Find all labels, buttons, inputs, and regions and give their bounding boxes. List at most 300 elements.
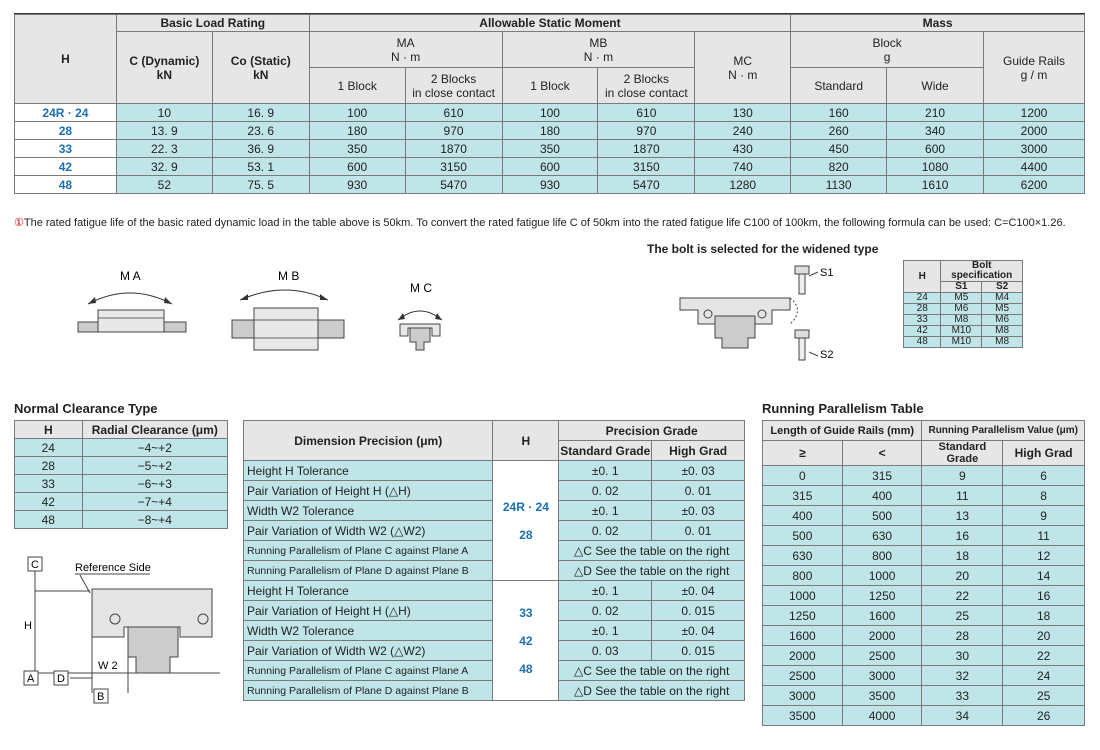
par-cell-from: 1250 xyxy=(763,606,843,626)
cell-ma1: 180 xyxy=(309,122,405,140)
bolt-cell-s2: M8 xyxy=(982,337,1023,348)
cell-co: 16. 9 xyxy=(212,104,309,122)
ma-diagram xyxy=(78,269,186,332)
dim-item: Pair Variation of Width W2 (△W2) xyxy=(244,641,493,661)
cell-c: 32. 9 xyxy=(116,158,212,176)
cell-ma2: 610 xyxy=(405,104,502,122)
header-co-static xyxy=(212,32,309,104)
dim-header-high: High Grad xyxy=(652,441,745,461)
dim-std: ±0. 1 xyxy=(559,581,652,601)
table-row xyxy=(15,475,228,493)
bolt-cell-h: 24 xyxy=(904,293,941,304)
header-mass: Mass xyxy=(791,15,1085,32)
cell-mb1: 600 xyxy=(502,158,598,176)
bolt-cell-h: 48 xyxy=(904,337,941,348)
cell-ma2: 1870 xyxy=(405,140,502,158)
header-co-static-label: Co (Static) xyxy=(230,53,291,68)
par-cell-to: 630 xyxy=(842,526,922,546)
dim-merged: △D See the table on the right xyxy=(559,561,745,581)
cell-c: 13. 9 xyxy=(116,122,212,140)
clr-cell-v: −8~+4 xyxy=(82,511,227,529)
dim-high: 0. 015 xyxy=(652,641,745,661)
s2-label: S2 xyxy=(820,349,834,361)
cell-ma1: 930 xyxy=(309,176,405,194)
cell-wide: 210 xyxy=(887,104,984,122)
par-cell-std: 32 xyxy=(922,666,1003,686)
dim-high: ±0. 04 xyxy=(652,581,745,601)
header-h: H xyxy=(15,15,117,104)
cell-ma2: 970 xyxy=(405,122,502,140)
ma-arrow-right xyxy=(164,297,172,304)
par-cell-high: 22 xyxy=(1003,646,1085,666)
par-header-value: Running Parallelism Value (μm) xyxy=(922,421,1085,441)
cell-ma1: 600 xyxy=(309,158,405,176)
par-header-length: Length of Guide Rails (mm) xyxy=(763,421,922,441)
dim-high: ±0. 03 xyxy=(652,501,745,521)
cell-mb1: 100 xyxy=(502,104,598,122)
cell-mc: 1280 xyxy=(695,176,791,194)
par-header-ge: ≥ xyxy=(763,441,843,466)
dim-item: Running Parallelism of Plane D against Plane B xyxy=(244,561,493,581)
par-cell-high: 18 xyxy=(1003,606,1085,626)
cell-co: 53. 1 xyxy=(212,158,309,176)
dim-merged: △D See the table on the right xyxy=(559,681,745,701)
par-cell-high: 14 xyxy=(1003,566,1085,586)
clearance-table xyxy=(14,420,228,529)
par-cell-high: 20 xyxy=(1003,626,1085,646)
clr-header-col: Radial Clearance (μm) xyxy=(82,421,227,439)
header-mb-label: MB xyxy=(589,35,608,50)
par-cell-high: 12 xyxy=(1003,546,1085,566)
mb-arc xyxy=(240,290,328,300)
table-row xyxy=(763,566,1085,586)
ma-block xyxy=(98,310,164,332)
par-cell-std: 13 xyxy=(922,506,1003,526)
header-guide-rails-label: Guide Rails xyxy=(1002,53,1066,68)
header-mb-unit: N · m xyxy=(583,49,614,64)
dim-item: Height H Tolerance xyxy=(244,461,493,481)
dim-item: Width W2 Tolerance xyxy=(244,501,493,521)
table-row xyxy=(15,104,1085,122)
label-h: H xyxy=(24,620,32,632)
clr-cell-v: −6~+3 xyxy=(82,475,227,493)
dim-std: ±0. 1 xyxy=(559,501,652,521)
dim-std: ±0. 1 xyxy=(559,461,652,481)
table-row xyxy=(763,466,1085,486)
bolt-cell-s1: M8 xyxy=(941,315,982,326)
table-row xyxy=(15,511,228,529)
header-guide-rails-unit: g / m xyxy=(1020,67,1048,82)
bolt-cell-h: 33 xyxy=(904,315,941,326)
bolt-cell-s1: M5 xyxy=(941,293,982,304)
dim-item: Pair Variation of Height H (△H) xyxy=(244,481,493,501)
header-block xyxy=(791,32,984,68)
table-row xyxy=(15,493,228,511)
header-mc xyxy=(695,32,791,104)
cell-wide: 600 xyxy=(887,140,984,158)
par-cell-to: 2000 xyxy=(842,626,922,646)
ma-arc xyxy=(88,293,172,304)
cell-rail: 4400 xyxy=(984,158,1085,176)
par-cell-from: 3000 xyxy=(763,686,843,706)
cell-rail: 6200 xyxy=(984,176,1085,194)
table-row xyxy=(763,666,1085,686)
cell-h: 48 xyxy=(15,176,117,194)
label-b: B xyxy=(97,691,105,703)
clr-cell-h: 48 xyxy=(15,511,83,529)
par-cell-std: 30 xyxy=(922,646,1003,666)
dim-header-grade: Precision Grade xyxy=(559,421,745,441)
s1-leader xyxy=(809,272,818,276)
cell-mb2: 1870 xyxy=(598,140,695,158)
par-cell-from: 400 xyxy=(763,506,843,526)
cell-rail: 3000 xyxy=(984,140,1085,158)
table-row xyxy=(15,140,1085,158)
header-mb-1block: 1 Block xyxy=(502,68,598,104)
table-row xyxy=(763,546,1085,566)
bolt-cell-h: 42 xyxy=(904,326,941,337)
cell-std: 1130 xyxy=(791,176,887,194)
header-basic-load: Basic Load Rating xyxy=(116,15,309,32)
header-ma-unit: N · m xyxy=(390,49,421,64)
ma-label: M A xyxy=(120,269,141,283)
header-mb-2blocks xyxy=(598,68,695,104)
dim-std: 0. 03 xyxy=(559,641,652,661)
s1-bolt-head xyxy=(795,266,809,274)
dim-std: 0. 02 xyxy=(559,481,652,501)
dim-item: Pair Variation of Height H (△H) xyxy=(244,601,493,621)
dim-h-group2-l2: 42 xyxy=(519,633,533,648)
dim-item: Running Parallelism of Plane C against Plane A xyxy=(244,541,493,561)
reference-side-diagram xyxy=(20,553,230,708)
clr-cell-v: −5~+2 xyxy=(82,457,227,475)
cell-h: 24R · 24 xyxy=(15,104,117,122)
parallelism-table xyxy=(762,420,1085,726)
cell-mc: 430 xyxy=(695,140,791,158)
cell-mb2: 970 xyxy=(598,122,695,140)
fatigue-life-note xyxy=(14,216,1066,229)
header-ma-2blocks-l1: 2 Blocks xyxy=(430,71,477,86)
table-row xyxy=(904,304,1023,315)
cell-co: 36. 9 xyxy=(212,140,309,158)
dim-high: ±0. 03 xyxy=(652,461,745,481)
par-cell-to: 1000 xyxy=(842,566,922,586)
bolt-header-s2: S2 xyxy=(982,282,1023,293)
par-header-high: High Grad xyxy=(1003,441,1085,466)
par-cell-high: 25 xyxy=(1003,686,1085,706)
s2-leader xyxy=(809,352,818,356)
s2-bolt-shank xyxy=(799,338,805,360)
par-cell-std: 11 xyxy=(922,486,1003,506)
par-cell-std: 18 xyxy=(922,546,1003,566)
mc-diagram xyxy=(398,281,442,350)
clr-cell-v: −4~+2 xyxy=(82,439,227,457)
table-row xyxy=(763,646,1085,666)
bolt-cell-s2: M8 xyxy=(982,326,1023,337)
par-cell-std: 28 xyxy=(922,626,1003,646)
par-cell-std: 33 xyxy=(922,686,1003,706)
bolt-cell-s1: M10 xyxy=(941,337,982,348)
table-row xyxy=(15,176,1085,194)
header-mc-label: MC xyxy=(733,53,753,68)
bolt-header-s1: S1 xyxy=(941,282,982,293)
header-ma xyxy=(309,32,502,68)
label-w2: W 2 xyxy=(98,660,118,672)
table-row xyxy=(15,439,228,457)
cell-wide: 340 xyxy=(887,122,984,140)
header-mb-2blocks-l2: in close contact xyxy=(605,85,688,100)
dim-item: Pair Variation of Width W2 (△W2) xyxy=(244,521,493,541)
dim-h-group1 xyxy=(493,461,559,581)
par-cell-to: 500 xyxy=(842,506,922,526)
par-cell-to: 3500 xyxy=(842,686,922,706)
table-row xyxy=(763,586,1085,606)
table-row xyxy=(15,122,1085,140)
mc-arrow-left xyxy=(398,313,405,320)
table-row xyxy=(763,506,1085,526)
par-cell-from: 630 xyxy=(763,546,843,566)
dim-item: Height H Tolerance xyxy=(244,581,493,601)
header-c-dynamic-label: C (Dynamic) xyxy=(129,53,200,68)
cell-co: 75. 5 xyxy=(212,176,309,194)
header-ma-2blocks-l2: in close contact xyxy=(412,85,495,100)
par-cell-std: 20 xyxy=(922,566,1003,586)
cell-mb2: 610 xyxy=(598,104,695,122)
header-guide-rails xyxy=(984,32,1085,104)
dim-h-group1-l1: 24R · 24 xyxy=(502,499,549,514)
table-row xyxy=(904,337,1023,348)
par-cell-from: 315 xyxy=(763,486,843,506)
par-cell-std: 9 xyxy=(922,466,1003,486)
dim-h-group2-l1: 33 xyxy=(519,605,533,620)
header-block-label: Block xyxy=(872,35,902,50)
dim-high: 0. 015 xyxy=(652,601,745,621)
dim-merged: △C See the table on the right xyxy=(559,661,745,681)
s1-bolt-shank xyxy=(799,274,805,294)
cell-rail: 2000 xyxy=(984,122,1085,140)
cell-std: 820 xyxy=(791,158,887,176)
par-cell-high: 26 xyxy=(1003,706,1085,726)
cell-mc: 740 xyxy=(695,158,791,176)
par-cell-from: 1600 xyxy=(763,626,843,646)
dim-std: 0. 02 xyxy=(559,521,652,541)
header-c-dynamic-unit: kN xyxy=(156,67,173,82)
par-cell-high: 8 xyxy=(1003,486,1085,506)
par-cell-from: 500 xyxy=(763,526,843,546)
bolt-diagram xyxy=(660,258,850,368)
par-cell-high: 16 xyxy=(1003,586,1085,606)
table-row xyxy=(904,326,1023,337)
cell-std: 450 xyxy=(791,140,887,158)
bolt-rail xyxy=(715,316,755,348)
table-row xyxy=(763,706,1085,726)
mb-label: M B xyxy=(278,269,300,283)
cell-std: 260 xyxy=(791,122,887,140)
table-row xyxy=(763,526,1085,546)
dim-h-group1-l2: 28 xyxy=(519,527,533,542)
reference-side-label: Reference Side xyxy=(75,562,151,574)
par-cell-to: 4000 xyxy=(842,706,922,726)
cell-h: 33 xyxy=(15,140,117,158)
cell-mb1: 350 xyxy=(502,140,598,158)
bolt-dash xyxy=(790,298,798,324)
dim-item: Running Parallelism of Plane C against Plane A xyxy=(244,661,493,681)
mb-block xyxy=(254,308,318,350)
par-cell-to: 315 xyxy=(842,466,922,486)
par-header-std: Standard Grade xyxy=(922,441,1003,466)
par-cell-std: 25 xyxy=(922,606,1003,626)
cell-wide: 1080 xyxy=(887,158,984,176)
load-rating-table xyxy=(14,14,1085,194)
parallelism-body xyxy=(763,466,1085,726)
cell-mb2: 3150 xyxy=(598,158,695,176)
cell-mb2: 5470 xyxy=(598,176,695,194)
dim-item: Width W2 Tolerance xyxy=(244,621,493,641)
dim-high: 0. 01 xyxy=(652,481,745,501)
cell-ma1: 350 xyxy=(309,140,405,158)
par-cell-to: 2500 xyxy=(842,646,922,666)
par-cell-high: 11 xyxy=(1003,526,1085,546)
clr-cell-h: 28 xyxy=(15,457,83,475)
cell-c: 10 xyxy=(116,104,212,122)
bolt-cell-s2: M6 xyxy=(982,315,1023,326)
header-ma-1block: 1 Block xyxy=(309,68,405,104)
dim-std: ±0. 1 xyxy=(559,621,652,641)
dim-h-group2 xyxy=(493,581,559,701)
header-c-dynamic xyxy=(116,32,212,104)
bolt-title: The bolt is selected for the widened type xyxy=(647,242,879,256)
dim-std: 0. 02 xyxy=(559,601,652,621)
ref-rail xyxy=(128,627,178,673)
par-cell-to: 400 xyxy=(842,486,922,506)
bolt-header-h: H xyxy=(904,261,941,293)
mb-arrow-left xyxy=(240,294,248,300)
cell-c: 52 xyxy=(116,176,212,194)
dim-high: 0. 01 xyxy=(652,521,745,541)
header-standard: Standard xyxy=(791,68,887,104)
header-allowable-moment: Allowable Static Moment xyxy=(309,15,790,32)
header-co-static-unit: kN xyxy=(253,67,269,82)
clr-cell-h: 24 xyxy=(15,439,83,457)
par-cell-to: 3000 xyxy=(842,666,922,686)
mb-arrow-right xyxy=(320,294,328,300)
par-cell-from: 2500 xyxy=(763,666,843,686)
header-ma-label: MA xyxy=(396,35,415,50)
cell-c: 22. 3 xyxy=(116,140,212,158)
cell-wide: 1610 xyxy=(887,176,984,194)
moment-diagrams xyxy=(60,262,480,362)
par-cell-from: 800 xyxy=(763,566,843,586)
header-mc-unit: N · m xyxy=(728,67,758,82)
label-d: D xyxy=(57,673,65,685)
par-cell-to: 1250 xyxy=(842,586,922,606)
dim-item: Running Parallelism of Plane D against Plane B xyxy=(244,681,493,701)
clr-cell-h: 42 xyxy=(15,493,83,511)
cell-mc: 240 xyxy=(695,122,791,140)
header-wide: Wide xyxy=(887,68,984,104)
clearance-title: Normal Clearance Type xyxy=(14,401,158,416)
note-mark: ① xyxy=(14,217,24,229)
par-cell-std: 16 xyxy=(922,526,1003,546)
clr-header-h: H xyxy=(15,421,83,439)
bolt-header-spec: Bolt specification xyxy=(941,261,1023,282)
dim-h-group2-l3: 48 xyxy=(519,661,533,676)
parallelism-title: Running Parallelism Table xyxy=(762,401,924,416)
bolt-cell-s2: M5 xyxy=(982,304,1023,315)
table-row xyxy=(244,461,745,481)
par-cell-std: 22 xyxy=(922,586,1003,606)
cell-mb1: 180 xyxy=(502,122,598,140)
par-cell-to: 1600 xyxy=(842,606,922,626)
cell-h: 42 xyxy=(15,158,117,176)
mc-rail xyxy=(410,328,430,350)
table-row xyxy=(763,686,1085,706)
par-cell-to: 800 xyxy=(842,546,922,566)
dim-header-h: H xyxy=(493,421,559,461)
table-row xyxy=(15,457,228,475)
table-row xyxy=(763,626,1085,646)
table-row xyxy=(904,293,1023,304)
par-cell-from: 1000 xyxy=(763,586,843,606)
dim-header-std: Standard Grade xyxy=(559,441,652,461)
par-cell-high: 9 xyxy=(1003,506,1085,526)
dimension-precision-table xyxy=(243,420,745,701)
label-c: C xyxy=(31,559,39,571)
bolt-cell-s2: M4 xyxy=(982,293,1023,304)
dim-header-item: Dimension Precision (μm) xyxy=(244,421,493,461)
clr-cell-v: −7~+4 xyxy=(82,493,227,511)
bolt-cell-s1: M10 xyxy=(941,326,982,337)
par-header-lt: < xyxy=(842,441,922,466)
label-a: A xyxy=(27,673,35,685)
par-cell-from: 2000 xyxy=(763,646,843,666)
cell-ma1: 100 xyxy=(309,104,405,122)
cell-mc: 130 xyxy=(695,104,791,122)
cell-std: 160 xyxy=(791,104,887,122)
par-cell-std: 34 xyxy=(922,706,1003,726)
table-row xyxy=(15,158,1085,176)
bolt-cell-s1: M6 xyxy=(941,304,982,315)
dim-high: ±0. 04 xyxy=(652,621,745,641)
reference-leader xyxy=(80,575,90,593)
cell-mb1: 930 xyxy=(502,176,598,194)
table-row xyxy=(904,315,1023,326)
mb-diagram xyxy=(232,269,344,350)
header-ma-2blocks xyxy=(405,68,502,104)
par-cell-from: 3500 xyxy=(763,706,843,726)
dim-merged: △C See the table on the right xyxy=(559,541,745,561)
clr-cell-h: 33 xyxy=(15,475,83,493)
bolt-cell-h: 28 xyxy=(904,304,941,315)
mc-arrow-right xyxy=(435,313,442,320)
table-row xyxy=(763,606,1085,626)
s1-label: S1 xyxy=(820,267,834,279)
mc-label: M C xyxy=(410,281,432,295)
par-cell-from: 0 xyxy=(763,466,843,486)
table-row xyxy=(244,581,745,601)
s2-bolt-head xyxy=(795,330,809,338)
ma-arrow-left xyxy=(88,297,96,304)
header-block-unit: g xyxy=(883,49,891,64)
cell-h: 28 xyxy=(15,122,117,140)
bolt-spec-table xyxy=(903,260,1023,348)
cell-co: 23. 6 xyxy=(212,122,309,140)
note-text: The rated fatigue life of the basic rated dynamic load in the table above is 50km. To convert the rated fatigue life C of 50km into the rated fatigue life C100 of 100km, the following formula can be used: C=C100×1.26. xyxy=(23,217,1066,229)
header-mb-2blocks-l1: 2 Blocks xyxy=(623,71,670,86)
header-mb xyxy=(502,32,695,68)
cell-ma2: 5470 xyxy=(405,176,502,194)
par-cell-high: 24 xyxy=(1003,666,1085,686)
